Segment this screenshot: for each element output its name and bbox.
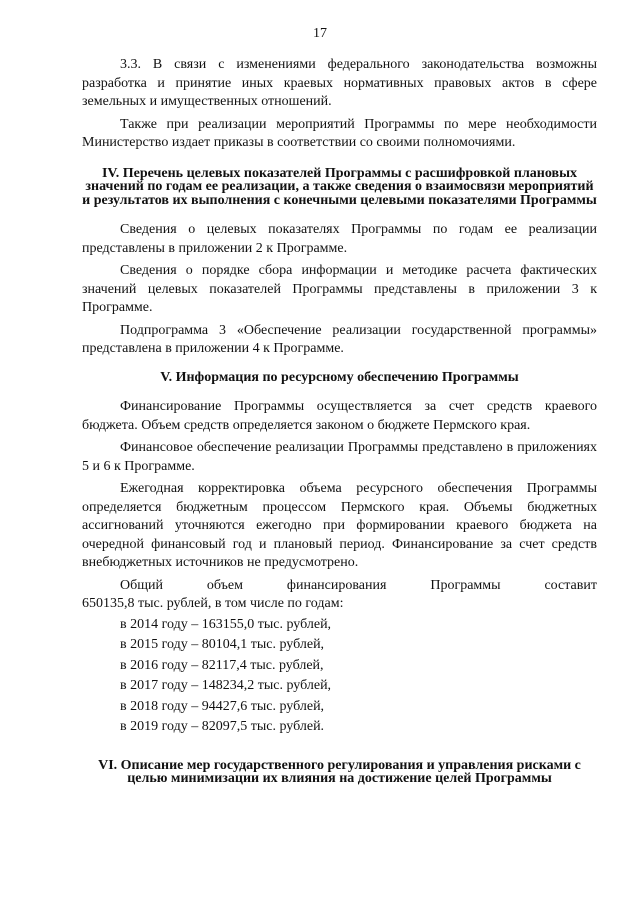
funding-year-item: в 2016 году – 82117,4 тыс. рублей, (120, 657, 324, 673)
paragraph-3-3: 3.3. В связи с изменениями федерального законодательства возможны разработка и принятие иных краевых нормативных правовых актов в сфере земельных и имущественных отношений. (82, 57, 597, 109)
funding-year-item: в 2015 году – 80104,1 тыс. рублей, (120, 637, 325, 652)
section-5-heading: V. Информация по ресурсному обеспечению Программы (160, 369, 519, 385)
page-content (82, 56, 597, 786)
funding-year-item: в 2018 году – 94427,6 тыс. рублей, (120, 698, 325, 714)
total-word: финансирования (286, 577, 387, 593)
section-4-paragraph-3: Подпрограмма 3 «Обеспечение реализации государственной программы» представлена в приложении 4 к Программе. (82, 322, 597, 356)
paragraph-ministry-orders: Также при реализации мероприятий Программы по мере необходимости Министерство издает приказы в соответствии со своими полномочиями. (82, 116, 597, 150)
funding-year-item: в 2014 году – 163155,0 тыс. рублей, (120, 616, 332, 632)
section-4-paragraph-2: Сведения о порядке сбора информации и методике расчета фактических значений целевых показателей Программы представлены в приложении 3 к Программе. (82, 263, 597, 315)
funding-year-item: в 2019 году – 82097,5 тыс. рублей. (120, 719, 325, 734)
section-5-paragraph-2: Финансовое обеспечение реализации Программы представлено в приложениях 5 и 6 к Программе. (82, 440, 597, 474)
section-4-heading: IV. Перечень целевых показателей Программы с расшифровкой плановых значений по годам ее реализации, а также сведения о взаимосвязи мероприятий и результатов их выполнения с конечными целевыми показателями Программы (82, 165, 597, 208)
funding-by-year-list (120, 616, 597, 737)
section-5-total-line (82, 577, 597, 596)
total-word: составит (544, 577, 597, 593)
total-word: Программы (430, 577, 501, 593)
section-4-paragraph-1: Сведения о целевых показателях Программы по годам ее реализации представлены в приложении 2 к Программе. (82, 222, 597, 256)
section-6-heading: VI. Описание мер государственного регулирования и управления рисками с целью минимизации их влияния на достижение целей Программы (98, 757, 581, 786)
page-number: 17 (313, 26, 327, 41)
section-5-total-amount: 650135,8 тыс. рублей, в том числе по годам: (82, 596, 344, 611)
section-5-paragraph-3: Ежегодная корректировка объема ресурсного обеспечения Программы определяется бюджетным процессом Пермского края. Объемы бюджетных ассигнований уточняются ежегодно при формировании краевого бюджета на очередной финансовый год и плановый период. Финансирование за счет средств внебюджетных источников не предусмотрено. (82, 481, 597, 570)
funding-year-item: в 2017 году – 148234,2 тыс. рублей, (120, 678, 332, 693)
total-word: Общий (120, 577, 163, 593)
total-word: объем (206, 577, 243, 593)
section-5-paragraph-1: Финансирование Программы осуществляется за счет средств краевого бюджета. Объем средств определяется законом о бюджете Пермского края. (82, 399, 597, 433)
